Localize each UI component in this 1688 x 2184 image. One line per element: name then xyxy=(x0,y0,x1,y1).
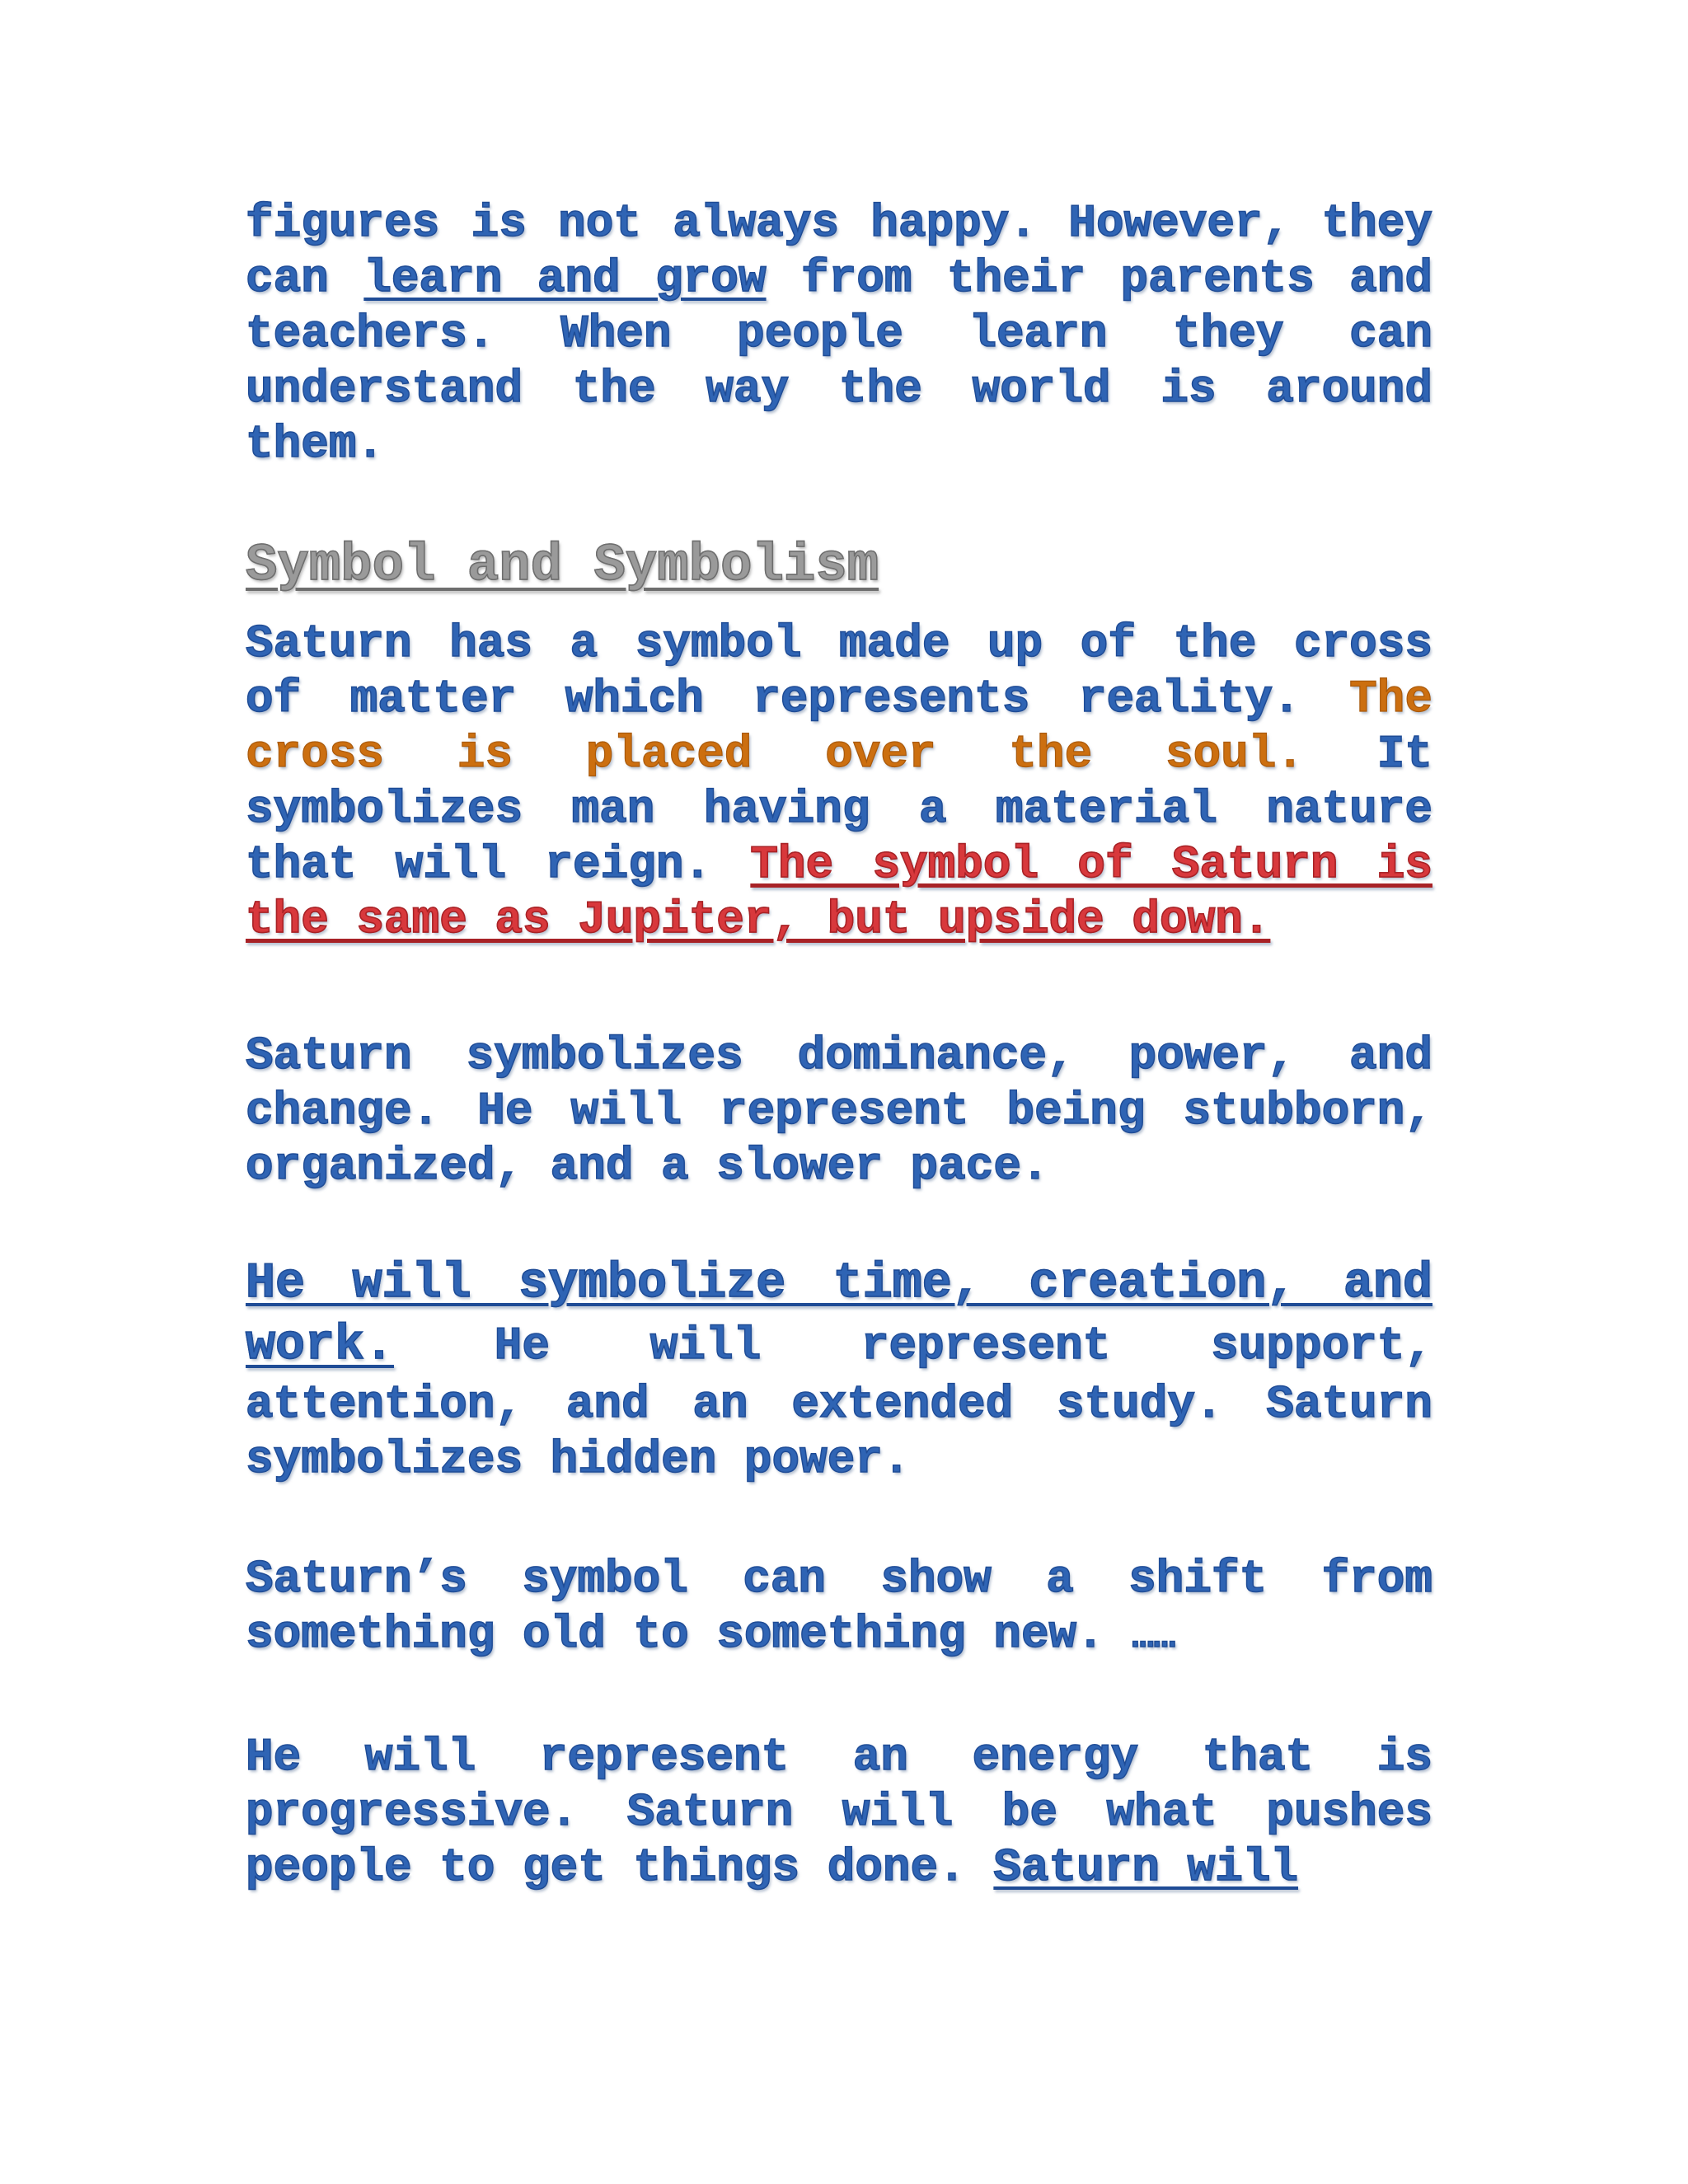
underlined-saturn-will: Saturn will xyxy=(993,1841,1299,1894)
paragraph-growth-part1: figures is not always happy. However, they can xyxy=(246,197,1432,305)
red-highlight-text: The symbol of Saturn is the same as Jupiter, but upside down. xyxy=(246,838,1432,946)
paragraph-energy xyxy=(246,1730,1432,1896)
paragraph-growth-part2: from their parents and teachers. When people learn they can understand the way the world is around them. xyxy=(246,252,1433,471)
paragraph-symbol-part2: It symbolizes man having a material nature that will reign. xyxy=(246,728,1432,891)
underlined-phrase-learn-and-grow: learn and grow xyxy=(363,252,767,305)
orange-highlight-text: The cross is placed over the soul. xyxy=(246,673,1432,780)
document-page xyxy=(246,196,1432,1896)
paragraph-dominance: Saturn symbolizes dominance, power, and change. He will represent being stubborn, organized, and a slower pace. xyxy=(246,1029,1432,1193)
paragraph-symbol-part1: Saturn has a symbol made up of the cross of matter which represents reality. xyxy=(246,617,1432,725)
paragraph-growth xyxy=(246,196,1432,472)
paragraph-time-creation-rest: He will represent support, attention, and an extended study. Saturn symbolizes hidden power. xyxy=(246,1319,1432,1486)
paragraph-symbol xyxy=(246,616,1432,948)
paragraph-shift-text: Saturn’s symbol can show a shift from something old to something new. xyxy=(246,1553,1432,1661)
paragraph-time-creation xyxy=(246,1254,1432,1488)
paragraph-energy-text: He will represent an energy that is progressive. Saturn will be what pushes people to get things done. xyxy=(246,1731,1432,1894)
section-heading: Symbol and Symbolism xyxy=(246,537,879,596)
paragraph-shift xyxy=(246,1552,1432,1666)
section-heading-wrap xyxy=(246,472,1432,600)
ellipsis-marker: …… xyxy=(1132,1617,1176,1658)
underlined-time-creation-work: He will symbolize time, creation, and work. xyxy=(246,1256,1432,1374)
